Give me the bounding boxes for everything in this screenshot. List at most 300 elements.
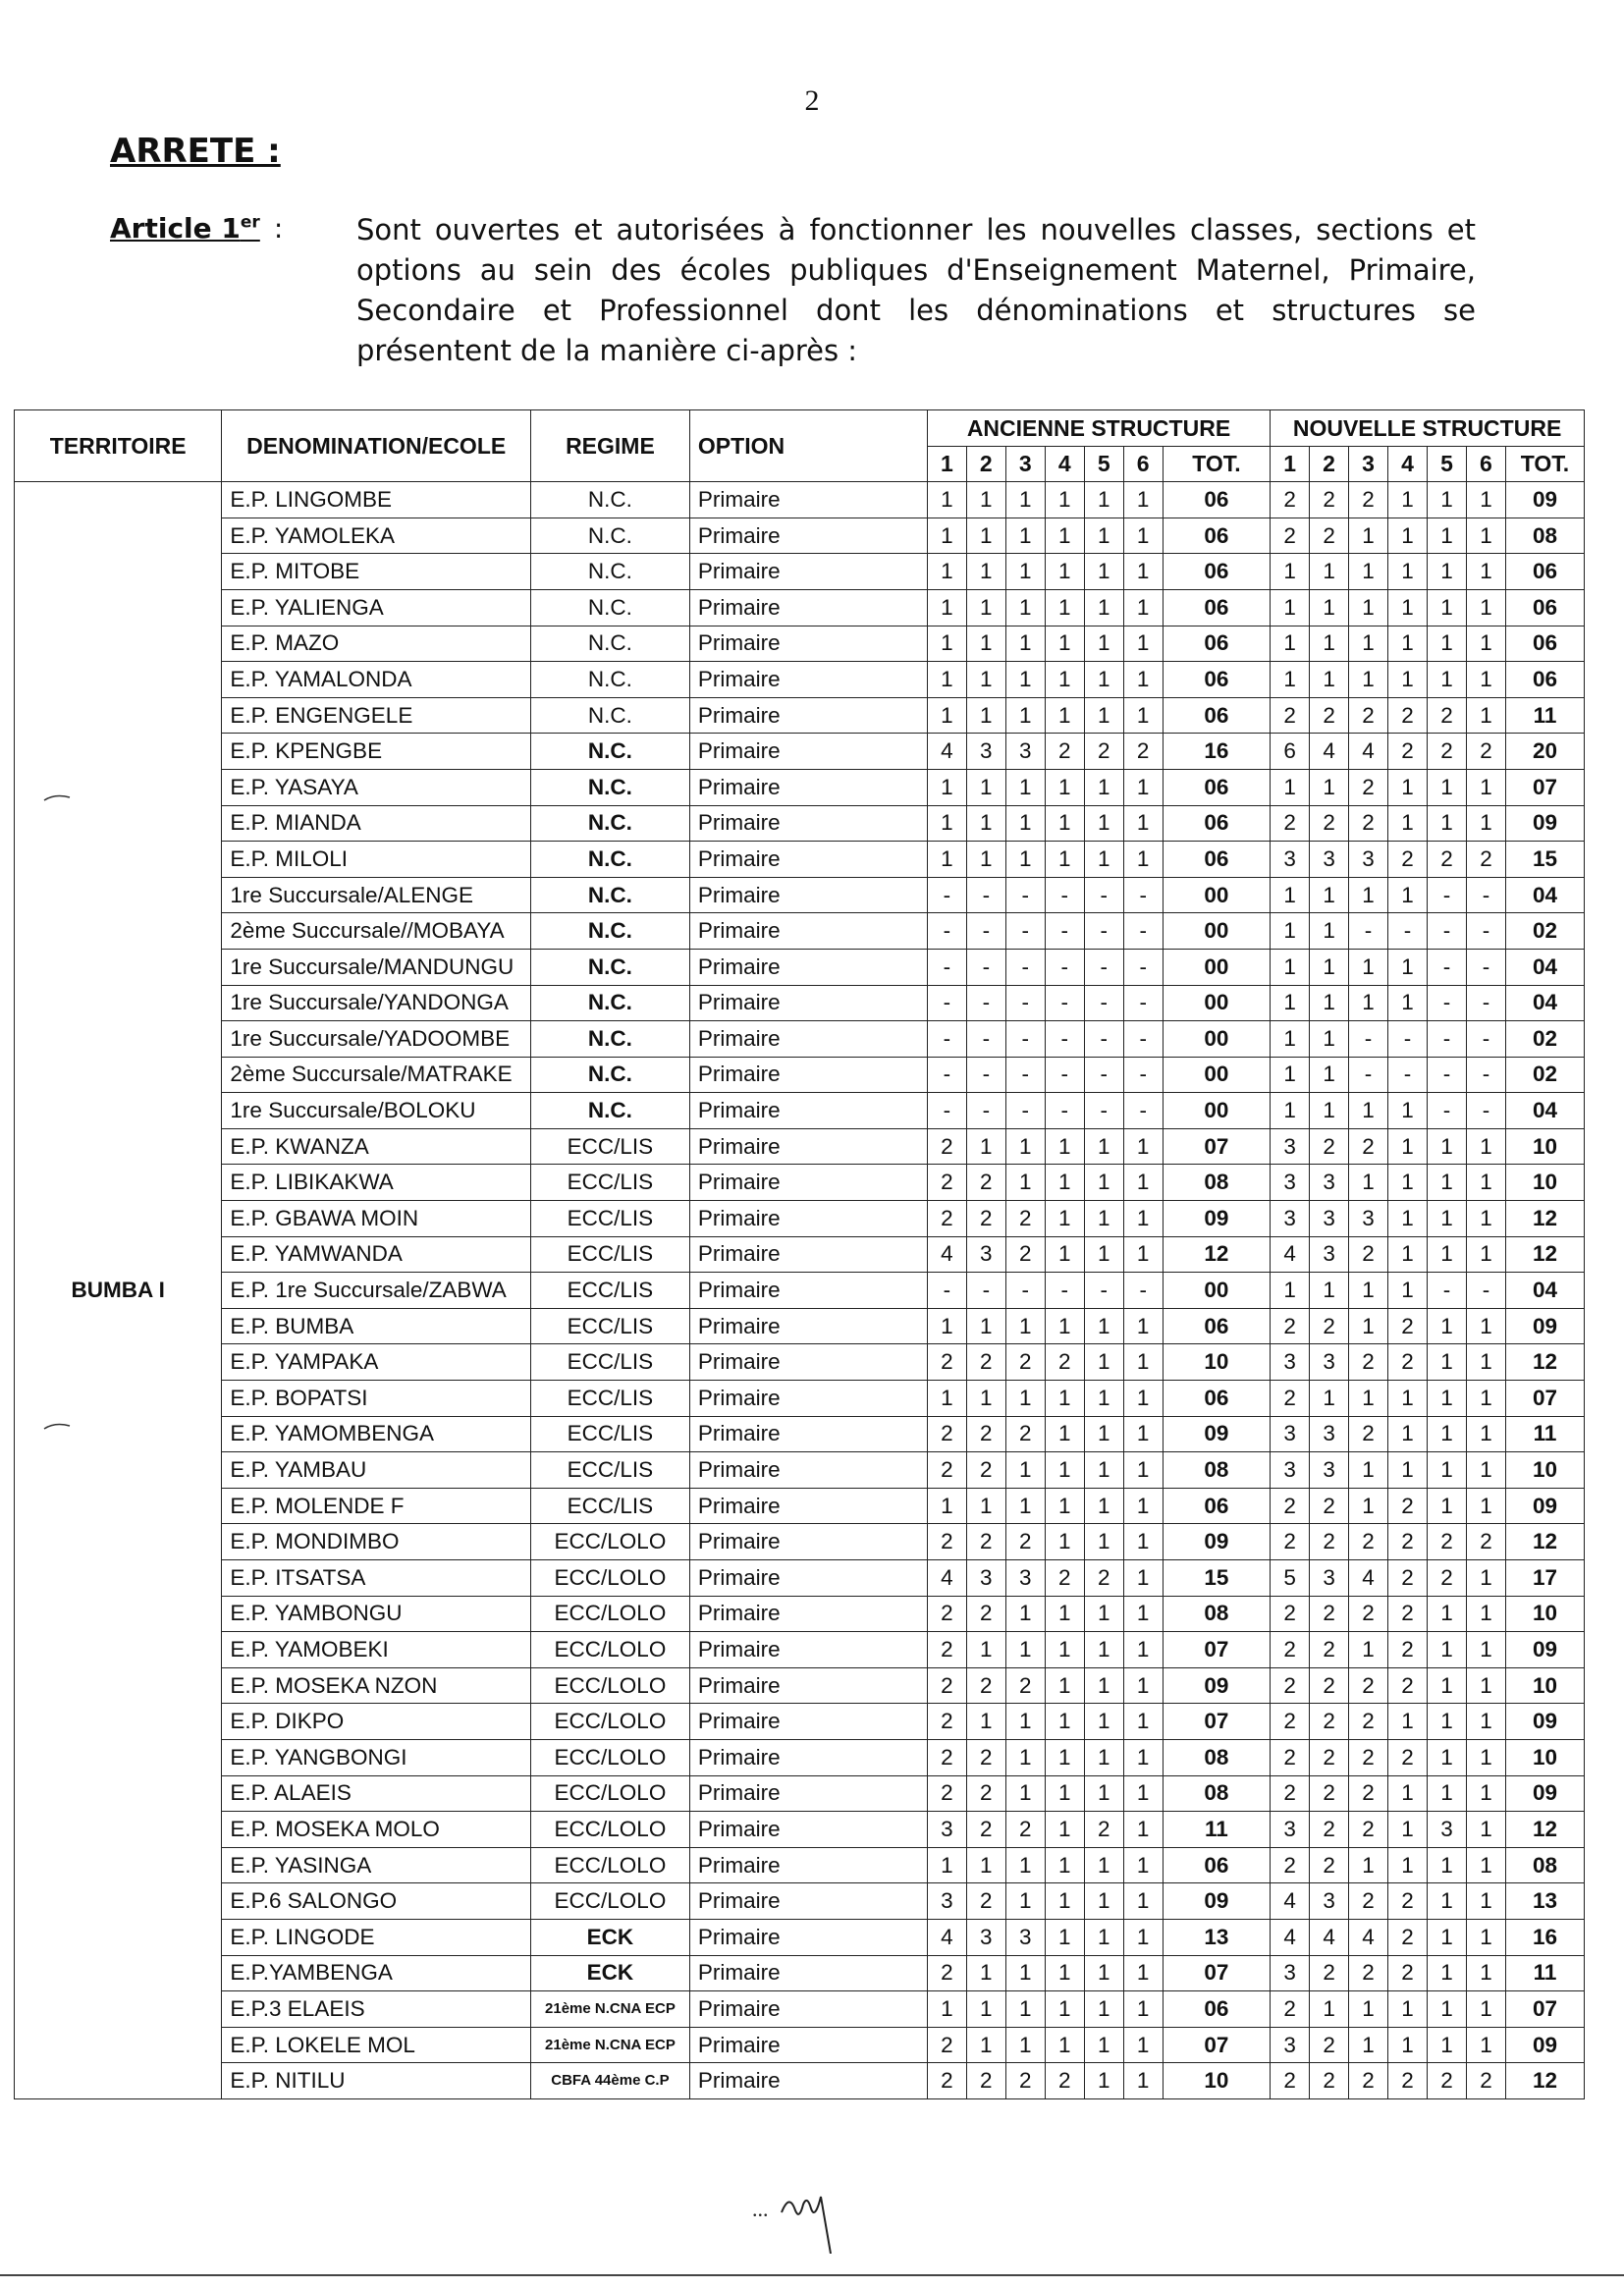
nouvelle-class-cell: 2 (1271, 697, 1310, 734)
ancienne-class-cell: 2 (927, 1128, 966, 1165)
nouvelle-class-cell: 1 (1466, 1955, 1505, 1991)
ancienne-class-cell: 1 (1045, 1524, 1084, 1560)
nouvelle-class-cell: 2 (1349, 1812, 1388, 1848)
table-row (15, 1093, 1585, 1129)
nouvelle-total-cell: 17 (1505, 1560, 1584, 1597)
nouvelle-class-cell: 2 (1388, 1596, 1428, 1632)
table-row (15, 1739, 1585, 1775)
nouvelle-class-cell: 2 (1310, 1847, 1349, 1883)
ancienne-total-cell: 09 (1163, 1883, 1270, 1920)
ancienne-class-cell: 1 (966, 842, 1005, 878)
nouvelle-class-cell: 3 (1310, 1344, 1349, 1381)
ancienne-class-cell: 1 (1005, 1632, 1045, 1668)
nouvelle-class-cell: - (1349, 1021, 1388, 1058)
ancienne-class-cell: 2 (966, 1775, 1005, 1812)
ancienne-class-cell: 1 (927, 589, 966, 626)
ancienne-class-cell: 2 (927, 1775, 966, 1812)
nouvelle-class-cell: 2 (1310, 1128, 1349, 1165)
school-name-cell: E.P. BOPATSI (222, 1381, 531, 1417)
option-cell: Primaire (689, 554, 927, 590)
option-cell: Primaire (689, 1093, 927, 1129)
ancienne-class-cell: 1 (1123, 518, 1163, 554)
nouvelle-class-cell: 1 (1388, 1128, 1428, 1165)
header-ancienne-structure: ANCIENNE STRUCTURE (927, 410, 1270, 447)
ancienne-class-cell: 1 (1123, 2027, 1163, 2063)
nouvelle-class-cell: 2 (1310, 1955, 1349, 1991)
nouvelle-class-cell: - (1349, 1057, 1388, 1093)
nouvelle-class-cell: 2 (1310, 1775, 1349, 1812)
table-row (15, 1416, 1585, 1452)
ancienne-class-cell: 3 (927, 1812, 966, 1848)
header-option: OPTION (689, 410, 927, 482)
nouvelle-total-cell: 08 (1505, 518, 1584, 554)
nouvelle-total-cell: 20 (1505, 734, 1584, 770)
nouvelle-class-cell: 1 (1310, 1021, 1349, 1058)
nouvelle-total-cell: 02 (1505, 1057, 1584, 1093)
regime-cell: 21ème N.CNA ECP (530, 1991, 689, 2028)
school-name-cell: E.P. YAMOMBENGA (222, 1416, 531, 1452)
ancienne-class-cell: 1 (966, 1128, 1005, 1165)
nouvelle-class-cell: 2 (1349, 1883, 1388, 1920)
ancienne-class-cell: - (1045, 1021, 1084, 1058)
nouvelle-class-cell: 1 (1466, 1667, 1505, 1704)
option-cell: Primaire (689, 877, 927, 913)
ancienne-class-cell: 1 (1123, 1128, 1163, 1165)
regime-cell: ECC/LOLO (530, 1775, 689, 1812)
ancienne-class-cell: 1 (1123, 554, 1163, 590)
nouvelle-class-cell: 2 (1349, 1416, 1388, 1452)
nouvelle-total-cell: 09 (1505, 1704, 1584, 1740)
nouvelle-class-cell: 2 (1271, 1667, 1310, 1704)
school-name-cell: E.P. YALIENGA (222, 589, 531, 626)
nouvelle-class-cell: 1 (1428, 805, 1467, 842)
ancienne-class-cell: 2 (1005, 1201, 1045, 1237)
nouvelle-class-cell: 1 (1388, 805, 1428, 842)
ancienne-class-cell: 1 (1045, 1596, 1084, 1632)
table-row (15, 1488, 1585, 1524)
nouvelle-class-cell: 1 (1466, 1560, 1505, 1597)
nouvelle-class-cell: 3 (1271, 1165, 1310, 1201)
nouvelle-class-cell: 3 (1271, 2027, 1310, 2063)
nouvelle-class-cell: - (1466, 1093, 1505, 1129)
nouvelle-class-cell: 2 (1310, 1488, 1349, 1524)
ancienne-class-cell: 2 (927, 1596, 966, 1632)
nouvelle-class-cell: 3 (1271, 1812, 1310, 1848)
ancienne-class-cell: - (1123, 877, 1163, 913)
ancienne-class-cell: - (1045, 1273, 1084, 1309)
ancienne-class-cell: 1 (1005, 769, 1045, 805)
nouvelle-class-cell: 1 (1466, 1165, 1505, 1201)
nouvelle-class-cell: 1 (1271, 589, 1310, 626)
ancienne-class-cell: 1 (1084, 1919, 1123, 1955)
nouvelle-class-cell: 2 (1310, 697, 1349, 734)
ancienne-class-cell: 1 (1045, 1812, 1084, 1848)
nouvelle-class-cell: 2 (1388, 734, 1428, 770)
option-cell: Primaire (689, 734, 927, 770)
nouvelle-class-cell: - (1466, 877, 1505, 913)
school-name-cell: E.P. KWANZA (222, 1128, 531, 1165)
nouvelle-class-cell: 2 (1388, 1308, 1428, 1344)
regime-cell: N.C. (530, 842, 689, 878)
ancienne-class-cell: 1 (966, 518, 1005, 554)
ancienne-total-cell: 06 (1163, 662, 1270, 698)
school-name-cell: 1re Succursale/ALENGE (222, 877, 531, 913)
ancienne-class-cell: 1 (1005, 1704, 1045, 1740)
school-name-cell: E.P. 1re Succursale/ZABWA (222, 1273, 531, 1309)
nouvelle-class-cell: 1 (1349, 1381, 1388, 1417)
nouvelle-class-cell: 2 (1349, 805, 1388, 842)
ancienne-class-cell: 1 (1084, 1596, 1123, 1632)
ancienne-class-cell: - (1084, 1057, 1123, 1093)
ancienne-class-cell: 2 (1084, 734, 1123, 770)
nouvelle-class-cell: 2 (1310, 2027, 1349, 2063)
nouvelle-total-cell: 06 (1505, 554, 1584, 590)
nouvelle-class-cell: 1 (1428, 1883, 1467, 1920)
nouvelle-total-cell: 10 (1505, 1667, 1584, 1704)
ancienne-class-cell: 1 (1123, 1596, 1163, 1632)
nouvelle-class-cell: 3 (1271, 1201, 1310, 1237)
school-name-cell: 1re Succursale/YANDONGA (222, 985, 531, 1021)
ancienne-total-cell: 11 (1163, 1812, 1270, 1848)
ancienne-class-cell: 2 (927, 1201, 966, 1237)
ancienne-class-cell: 1 (1123, 1883, 1163, 1920)
regime-cell: ECC/LOLO (530, 1560, 689, 1597)
ancienne-class-cell: 1 (1084, 1955, 1123, 1991)
table-row (15, 589, 1585, 626)
regime-cell: ECC/LIS (530, 1236, 689, 1273)
option-cell: Primaire (689, 1452, 927, 1489)
nouvelle-total-cell: 08 (1505, 1847, 1584, 1883)
nouvelle-class-cell: 1 (1271, 626, 1310, 662)
ancienne-class-cell: 2 (1005, 1524, 1045, 1560)
regime-cell: N.C. (530, 1021, 689, 1058)
table-row (15, 1955, 1585, 1991)
ancienne-class-cell: 1 (1084, 1632, 1123, 1668)
table-row (15, 1273, 1585, 1309)
nouvelle-total-cell: 04 (1505, 1093, 1584, 1129)
nouvelle-class-cell: 1 (1466, 1883, 1505, 1920)
ancienne-class-cell: 1 (1084, 662, 1123, 698)
nouvelle-class-cell: 1 (1428, 662, 1467, 698)
nouvelle-total-cell: 04 (1505, 1273, 1584, 1309)
nouvelle-class-cell: 2 (1310, 1524, 1349, 1560)
table-row (15, 1165, 1585, 1201)
ancienne-class-cell: - (1123, 1093, 1163, 1129)
article-label-colon: : (273, 212, 284, 245)
option-cell: Primaire (689, 1057, 927, 1093)
regime-cell: ECC/LOLO (530, 1847, 689, 1883)
school-name-cell: E.P. GBAWA MOIN (222, 1201, 531, 1237)
ancienne-class-cell: 2 (927, 1704, 966, 1740)
ancienne-total-cell: 00 (1163, 1057, 1270, 1093)
nouvelle-class-cell: 1 (1349, 2027, 1388, 2063)
nouvelle-total-cell: 11 (1505, 1416, 1584, 1452)
ancienne-class-cell: 1 (1123, 769, 1163, 805)
ancienne-total-cell: 07 (1163, 1128, 1270, 1165)
table-row (15, 1524, 1585, 1560)
nouvelle-class-cell: 1 (1428, 1775, 1467, 1812)
nouvelle-class-cell: 4 (1310, 1919, 1349, 1955)
table-row (15, 482, 1585, 518)
nouvelle-class-cell: 2 (1310, 1596, 1349, 1632)
ancienne-total-cell: 06 (1163, 554, 1270, 590)
nouvelle-class-cell: 1 (1271, 877, 1310, 913)
nouvelle-class-cell: 1 (1466, 2027, 1505, 2063)
table-row (15, 1632, 1585, 1668)
nouvelle-class-cell: 1 (1466, 1991, 1505, 2028)
school-name-cell: E.P. MIANDA (222, 805, 531, 842)
ancienne-class-cell: - (1084, 1021, 1123, 1058)
ancienne-class-cell: 2 (966, 1739, 1005, 1775)
ancienne-total-cell: 16 (1163, 734, 1270, 770)
nouvelle-class-cell: 2 (1388, 842, 1428, 878)
nouvelle-class-cell: 1 (1428, 589, 1467, 626)
school-name-cell: E.P. LOKELE MOL (222, 2027, 531, 2063)
option-cell: Primaire (689, 1488, 927, 1524)
table-row (15, 769, 1585, 805)
ancienne-class-cell: 1 (927, 1488, 966, 1524)
regime-cell: ECC/LIS (530, 1201, 689, 1237)
ancienne-class-cell: - (1084, 877, 1123, 913)
ancienne-class-cell: 4 (927, 734, 966, 770)
ancienne-class-cell: 1 (1045, 1165, 1084, 1201)
nouvelle-class-cell: 1 (1466, 805, 1505, 842)
ancienne-total-cell: 06 (1163, 1308, 1270, 1344)
nouvelle-class-cell: 2 (1349, 1704, 1388, 1740)
nouvelle-class-cell: 1 (1310, 949, 1349, 985)
ancienne-class-cell: 1 (1005, 589, 1045, 626)
ancienne-class-cell: 1 (927, 697, 966, 734)
ancienne-total-cell: 00 (1163, 1093, 1270, 1129)
nouvelle-class-cell: 2 (1388, 1560, 1428, 1597)
ancienne-class-cell: 3 (1005, 734, 1045, 770)
school-name-cell: E.P. ALAEIS (222, 1775, 531, 1812)
nouvelle-class-cell: 1 (1428, 1381, 1467, 1417)
nouvelle-total-cell: 10 (1505, 1128, 1584, 1165)
nouvelle-class-cell: 2 (1271, 1739, 1310, 1775)
ancienne-class-cell: 1 (1123, 1667, 1163, 1704)
table-row (15, 1667, 1585, 1704)
nouvelle-class-cell: - (1428, 913, 1467, 950)
ancienne-class-cell: 1 (1045, 518, 1084, 554)
ancienne-class-cell: 1 (1084, 518, 1123, 554)
ancienne-class-cell: 1 (1005, 1596, 1045, 1632)
nouvelle-class-cell: 2 (1428, 842, 1467, 878)
nouvelle-total-cell: 12 (1505, 1236, 1584, 1273)
school-name-cell: E.P.3 ELAEIS (222, 1991, 531, 2028)
nouvelle-total-cell: 12 (1505, 1524, 1584, 1560)
nouvelle-class-cell: 3 (1310, 1560, 1349, 1597)
ancienne-class-cell: 1 (966, 1308, 1005, 1344)
ancienne-total-cell: 00 (1163, 1021, 1270, 1058)
nouvelle-class-cell: 1 (1388, 482, 1428, 518)
ancienne-class-cell: 4 (927, 1919, 966, 1955)
nouvelle-class-cell: 1 (1428, 1667, 1467, 1704)
schools-table (14, 409, 1585, 2099)
nouvelle-class-cell: 1 (1388, 985, 1428, 1021)
nouvelle-total-cell: 04 (1505, 949, 1584, 985)
ancienne-class-cell: 1 (966, 1955, 1005, 1991)
nouvelle-class-cell: 1 (1349, 877, 1388, 913)
option-cell: Primaire (689, 589, 927, 626)
nouvelle-class-cell: 1 (1349, 626, 1388, 662)
ancienne-class-cell: 1 (1123, 482, 1163, 518)
ancienne-class-cell: 1 (1005, 2027, 1045, 2063)
ancienne-class-cell: - (1084, 913, 1123, 950)
ancienne-class-cell: 1 (1123, 662, 1163, 698)
ancienne-class-cell: 1 (1045, 626, 1084, 662)
ancienne-class-cell: 1 (1045, 1667, 1084, 1704)
option-cell: Primaire (689, 1739, 927, 1775)
ancienne-class-cell: 1 (927, 1308, 966, 1344)
table-row (15, 1775, 1585, 1812)
nouvelle-class-cell: - (1466, 1021, 1505, 1058)
ancienne-class-cell: 1 (1084, 626, 1123, 662)
nouvelle-class-cell: 3 (1310, 1883, 1349, 1920)
header-anc-col-3: 3 (1005, 446, 1045, 482)
nouvelle-class-cell: 2 (1428, 1560, 1467, 1597)
nouvelle-class-cell: 1 (1349, 1452, 1388, 1489)
nouvelle-class-cell: 1 (1388, 626, 1428, 662)
nouvelle-class-cell: 2 (1349, 2063, 1388, 2099)
handwritten-tick-mark (43, 793, 71, 801)
nouvelle-class-cell: 1 (1466, 1201, 1505, 1237)
nouvelle-class-cell: 2 (1388, 1883, 1428, 1920)
nouvelle-class-cell: 1 (1388, 1381, 1428, 1417)
ancienne-class-cell: 2 (966, 1201, 1005, 1237)
nouvelle-class-cell: 2 (1388, 1632, 1428, 1668)
ancienne-class-cell: - (966, 1273, 1005, 1309)
ancienne-class-cell: 2 (1005, 1812, 1045, 1848)
ancienne-total-cell: 10 (1163, 2063, 1270, 2099)
nouvelle-class-cell: 1 (1388, 1093, 1428, 1129)
ancienne-class-cell: 1 (966, 589, 1005, 626)
ancienne-class-cell: 1 (966, 1632, 1005, 1668)
ancienne-total-cell: 00 (1163, 985, 1270, 1021)
nouvelle-class-cell: 2 (1271, 2063, 1310, 2099)
school-name-cell: E.P. LIBIKAKWA (222, 1165, 531, 1201)
header-denomination: DENOMINATION/ECOLE (222, 410, 531, 482)
ancienne-class-cell: - (966, 1093, 1005, 1129)
option-cell: Primaire (689, 1775, 927, 1812)
ancienne-total-cell: 08 (1163, 1775, 1270, 1812)
nouvelle-class-cell: 1 (1271, 985, 1310, 1021)
ancienne-class-cell: 1 (1123, 1524, 1163, 1560)
ancienne-class-cell: 1 (1123, 1955, 1163, 1991)
ancienne-class-cell: 1 (1123, 1344, 1163, 1381)
nouvelle-class-cell: 1 (1466, 1452, 1505, 1489)
ancienne-total-cell: 07 (1163, 1704, 1270, 1740)
nouvelle-class-cell: 1 (1388, 2027, 1428, 2063)
header-territoire: TERRITOIRE (15, 410, 222, 482)
nouvelle-class-cell: 1 (1466, 1596, 1505, 1632)
nouvelle-class-cell: 1 (1388, 877, 1428, 913)
ancienne-total-cell: 08 (1163, 1596, 1270, 1632)
ancienne-total-cell: 09 (1163, 1201, 1270, 1237)
nouvelle-class-cell: 2 (1388, 2063, 1428, 2099)
option-cell: Primaire (689, 518, 927, 554)
ancienne-class-cell: 1 (1084, 482, 1123, 518)
nouvelle-class-cell: 1 (1428, 2027, 1467, 2063)
nouvelle-class-cell: 3 (1271, 1955, 1310, 1991)
ancienne-class-cell: 1 (1005, 1739, 1045, 1775)
nouvelle-class-cell: 3 (1310, 1236, 1349, 1273)
nouvelle-class-cell: 1 (1388, 1273, 1428, 1309)
ancienne-class-cell: 1 (1005, 626, 1045, 662)
regime-cell: ECC/LIS (530, 1308, 689, 1344)
table-row (15, 554, 1585, 590)
option-cell: Primaire (689, 1201, 927, 1237)
nouvelle-class-cell: 2 (1349, 1236, 1388, 1273)
nouvelle-class-cell: 1 (1388, 1991, 1428, 2028)
nouvelle-total-cell: 10 (1505, 1165, 1584, 1201)
school-name-cell: E.P. DIKPO (222, 1704, 531, 1740)
nouvelle-class-cell: 1 (1388, 518, 1428, 554)
ancienne-class-cell: 1 (1123, 1847, 1163, 1883)
ancienne-class-cell: - (1084, 985, 1123, 1021)
ancienne-class-cell: - (1123, 1057, 1163, 1093)
article-label (110, 212, 283, 245)
ancienne-class-cell: 1 (1045, 842, 1084, 878)
regime-cell: ECC/LIS (530, 1273, 689, 1309)
nouvelle-class-cell: 3 (1271, 1416, 1310, 1452)
ancienne-class-cell: 3 (966, 1560, 1005, 1597)
regime-cell: N.C. (530, 697, 689, 734)
nouvelle-class-cell: 1 (1388, 662, 1428, 698)
nouvelle-class-cell: 3 (1271, 1452, 1310, 1489)
ancienne-class-cell: 2 (1045, 1560, 1084, 1597)
nouvelle-class-cell: 4 (1271, 1236, 1310, 1273)
table-row (15, 2027, 1585, 2063)
ancienne-class-cell: 1 (1084, 1236, 1123, 1273)
ancienne-class-cell: 1 (1005, 1775, 1045, 1812)
nouvelle-class-cell: 1 (1428, 518, 1467, 554)
nouvelle-class-cell: 1 (1310, 662, 1349, 698)
nouvelle-class-cell: 2 (1428, 1524, 1467, 1560)
nouvelle-class-cell: - (1428, 1021, 1467, 1058)
ancienne-class-cell: 1 (1084, 1165, 1123, 1201)
article-label-sup: er (240, 212, 260, 233)
nouvelle-class-cell: 2 (1349, 1775, 1388, 1812)
nouvelle-class-cell: 1 (1466, 1632, 1505, 1668)
option-cell: Primaire (689, 1847, 927, 1883)
nouvelle-total-cell: 12 (1505, 2063, 1584, 2099)
nouvelle-class-cell: 1 (1428, 1416, 1467, 1452)
ancienne-class-cell: 1 (1005, 1381, 1045, 1417)
ancienne-class-cell: 1 (1084, 1452, 1123, 1489)
nouvelle-class-cell: 2 (1349, 1955, 1388, 1991)
ancienne-class-cell: 1 (1123, 1308, 1163, 1344)
ancienne-class-cell: 1 (927, 1847, 966, 1883)
nouvelle-class-cell: 1 (1349, 518, 1388, 554)
ancienne-class-cell: - (1005, 949, 1045, 985)
option-cell: Primaire (689, 1883, 927, 1920)
ancienne-class-cell: 1 (1123, 1812, 1163, 1848)
nouvelle-total-cell: 09 (1505, 2027, 1584, 2063)
regime-cell: N.C. (530, 949, 689, 985)
nouvelle-class-cell: - (1349, 913, 1388, 950)
nouvelle-class-cell: 1 (1388, 1236, 1428, 1273)
nouvelle-class-cell: - (1388, 1021, 1428, 1058)
option-cell: Primaire (689, 1308, 927, 1344)
option-cell: Primaire (689, 1236, 927, 1273)
ancienne-class-cell: 1 (927, 1991, 966, 2028)
regime-cell: ECC/LIS (530, 1381, 689, 1417)
school-name-cell: E.P. YAMBONGU (222, 1596, 531, 1632)
ancienne-class-cell: 2 (927, 1165, 966, 1201)
header-nouvelle-structure: NOUVELLE STRUCTURE (1271, 410, 1585, 447)
nouvelle-class-cell: 2 (1310, 1812, 1349, 1848)
